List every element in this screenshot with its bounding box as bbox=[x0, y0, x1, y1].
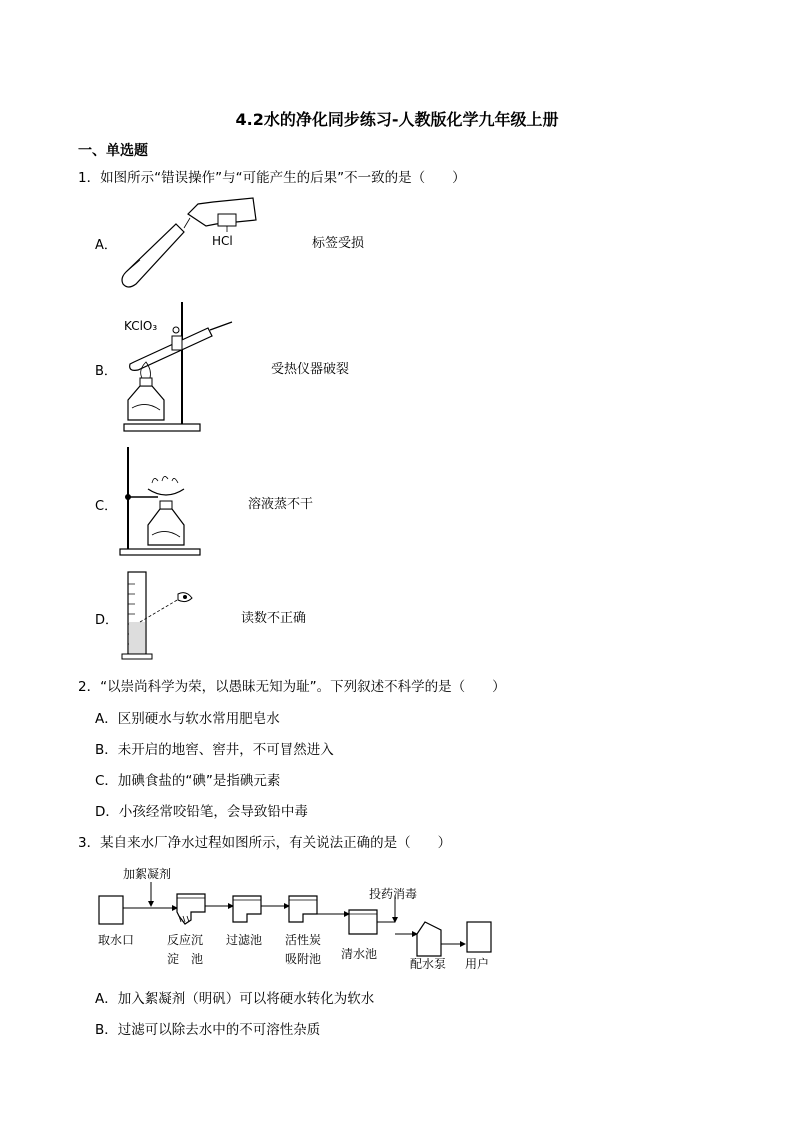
question-1-stem: 1．如图所示“错误操作”与“可能产生的后果”不一致的是（ ） bbox=[78, 170, 466, 186]
label-reaction-1: 反应沉 bbox=[167, 933, 204, 947]
pouring-liquid-figure bbox=[118, 192, 268, 292]
evaporation-figure bbox=[118, 445, 208, 560]
graduated-cylinder-figure bbox=[120, 570, 200, 662]
q1-option-c-letter: C． bbox=[95, 499, 118, 514]
label-reaction-2: 淀 池 bbox=[167, 952, 204, 966]
q1-option-c-result: 溶液蒸不干 bbox=[248, 497, 314, 512]
q1-option-b-letter: B． bbox=[95, 364, 117, 379]
label-carbon-2: 吸附池 bbox=[285, 952, 322, 966]
label-filter: 过滤池 bbox=[226, 933, 263, 947]
q1-option-a-result: 标签受损 bbox=[312, 236, 365, 251]
q1-option-a-letter: A． bbox=[95, 238, 117, 253]
q1-option-b-result: 受热仪器破裂 bbox=[271, 362, 350, 377]
label-carbon-1: 活性炭 bbox=[285, 933, 322, 947]
q1-option-d-result: 读数不正确 bbox=[241, 611, 307, 626]
hcl-label: HCl bbox=[212, 234, 233, 248]
kclo3-label: KClO₃ bbox=[124, 319, 158, 333]
q3-option-a: A．加入絮凝剂（明矾）可以将硬水转化为软水 bbox=[95, 991, 375, 1007]
label-intake: 取水口 bbox=[98, 933, 135, 947]
label-clear-water: 清水池 bbox=[341, 947, 378, 961]
label-add-coagulant: 加絮凝剂 bbox=[123, 867, 172, 881]
q3-option-b: B．过滤可以除去水中的不可溶性杂质 bbox=[95, 1022, 321, 1038]
question-3-stem: 3．某自来水厂净水过程如图所示，有关说法正确的是（ ） bbox=[78, 835, 452, 851]
label-user: 用户 bbox=[465, 957, 490, 971]
label-add-disinfect: 投药消毒 bbox=[369, 887, 418, 901]
heating-kclo3-figure bbox=[120, 300, 250, 435]
q2-option-d: D．小孩经常咬铅笔，会导致铅中毒 bbox=[95, 804, 308, 820]
question-2-stem: 2．“以崇尚科学为荣，以愚昧无知为耻”。下列叙述不科学的是（ ） bbox=[78, 679, 506, 695]
label-pump: 配水泵 bbox=[410, 957, 447, 971]
q2-option-c: C．加碘食盐的“碘”是指碘元素 bbox=[95, 773, 281, 789]
q2-option-a: A．区别硬水与软水常用肥皂水 bbox=[95, 711, 280, 727]
q2-option-b: B．未开启的地窖、窖井，不可冒然进入 bbox=[95, 742, 334, 758]
q1-option-d-letter: D． bbox=[95, 613, 119, 628]
page-title: 4.2水的净化同步练习-人教版化学九年级上册 bbox=[235, 110, 559, 129]
section-heading: 一、单选题 bbox=[78, 143, 148, 159]
